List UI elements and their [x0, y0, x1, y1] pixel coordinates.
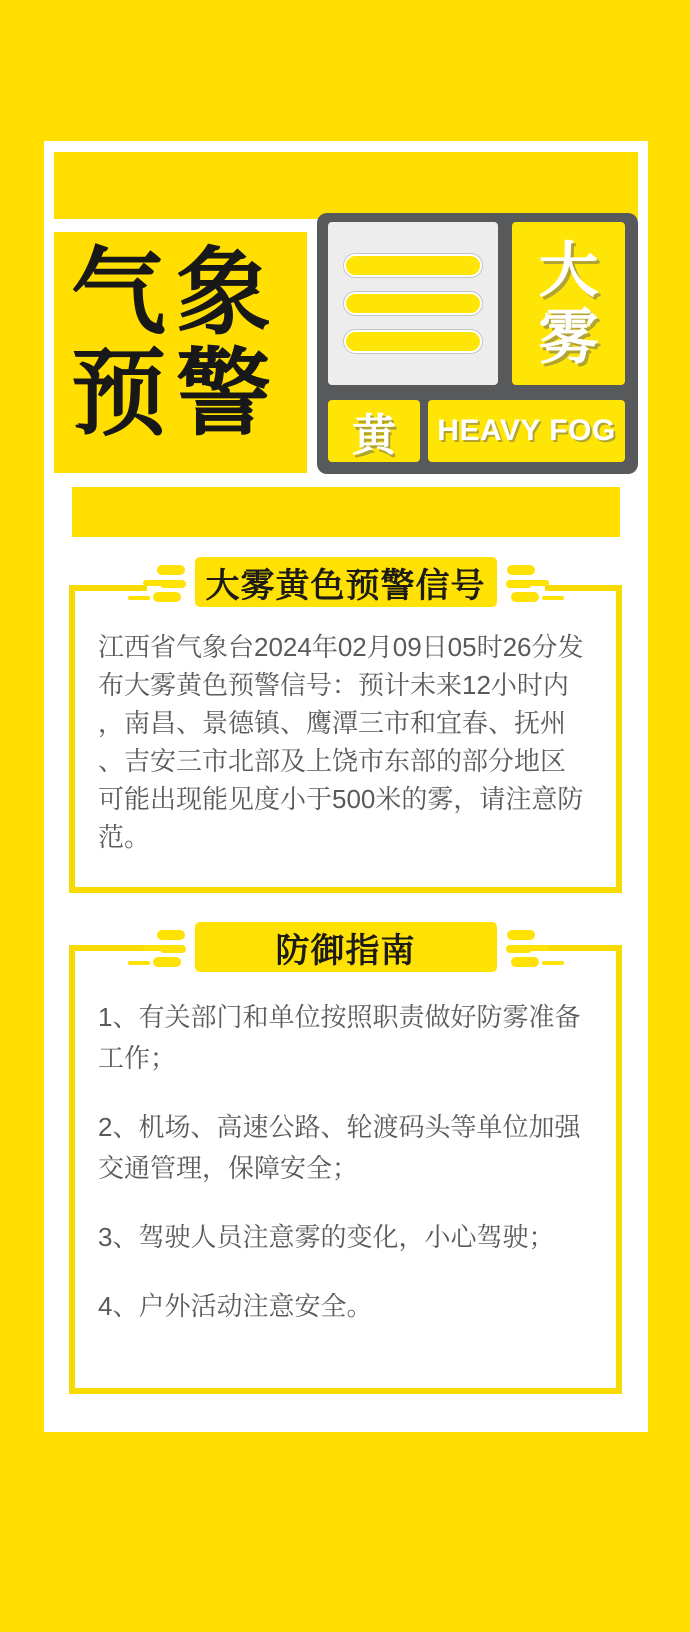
fog-sign-english-label: HEAVY FOG — [428, 400, 625, 462]
guide-item-line: 2、机场、高速公路、轮渡码头等单位加强 — [98, 1112, 581, 1142]
guide-item-line: 交通管理，保障安全； — [98, 1153, 359, 1183]
banner-leg-right — [620, 487, 648, 537]
guide-item-line: 3、驾驶人员注意雾的变化，小心驾驶； — [98, 1222, 555, 1252]
warning-body-line: 可能出现能见度小于500米的雾，请注意防 — [98, 784, 584, 814]
banner-leg-left — [44, 487, 72, 537]
guide-heading — [195, 922, 497, 972]
warning-body-line: ，南昌、景德镇、鹰潭三市和宜春、抚州 — [98, 708, 567, 738]
fog-stripe-icon — [344, 330, 482, 353]
warning-body-line: 江西省气象台2024年02月09日05时26分发 — [98, 632, 584, 662]
warning-body-line: 范。 — [98, 822, 151, 852]
warning-section — [69, 566, 622, 893]
fog-sign-name-char-2: 雾 — [538, 303, 599, 371]
warning-banner — [44, 141, 648, 487]
warning-heading — [195, 557, 497, 607]
guide-section — [69, 931, 622, 1394]
fog-stripe-icon — [344, 254, 482, 277]
fog-sign-name-char-1: 大 — [538, 236, 599, 304]
guide-item-line: 工作； — [98, 1043, 177, 1073]
guide-item-2 — [98, 1107, 598, 1189]
banner-title-line-1: 气象 — [71, 240, 282, 346]
content-card — [44, 537, 648, 1432]
fog-sign-name — [512, 222, 625, 385]
guide-item-line: 4、户外活动注意安全。 — [98, 1291, 373, 1321]
banner-title-line-2: 预警 — [71, 341, 282, 447]
warning-body — [75, 591, 616, 856]
guide-heading-text: 防御指南 — [275, 931, 416, 970]
fog-sign-level-badge: 黄 — [328, 400, 420, 462]
warning-body-line: 布大雾黄色预警信号：预计未来12小时内 — [98, 670, 569, 700]
fog-icon — [328, 222, 498, 385]
guide-item-3 — [98, 1217, 598, 1258]
guide-items — [75, 951, 616, 1327]
warning-body-line: 、吉安三市北部及上饶市东部的部分地区 — [98, 746, 567, 776]
banner-top-strip — [54, 152, 638, 219]
fog-stripe-icon — [344, 292, 482, 315]
guide-item-4 — [98, 1286, 598, 1327]
warning-heading-text: 大雾黄色预警信号 — [205, 566, 486, 605]
banner-title — [54, 232, 307, 473]
fog-warning-sign — [317, 213, 638, 474]
guide-item-line: 1、有关部门和单位按照职责做好防雾准备 — [98, 1002, 581, 1032]
guide-item-1 — [98, 997, 598, 1079]
